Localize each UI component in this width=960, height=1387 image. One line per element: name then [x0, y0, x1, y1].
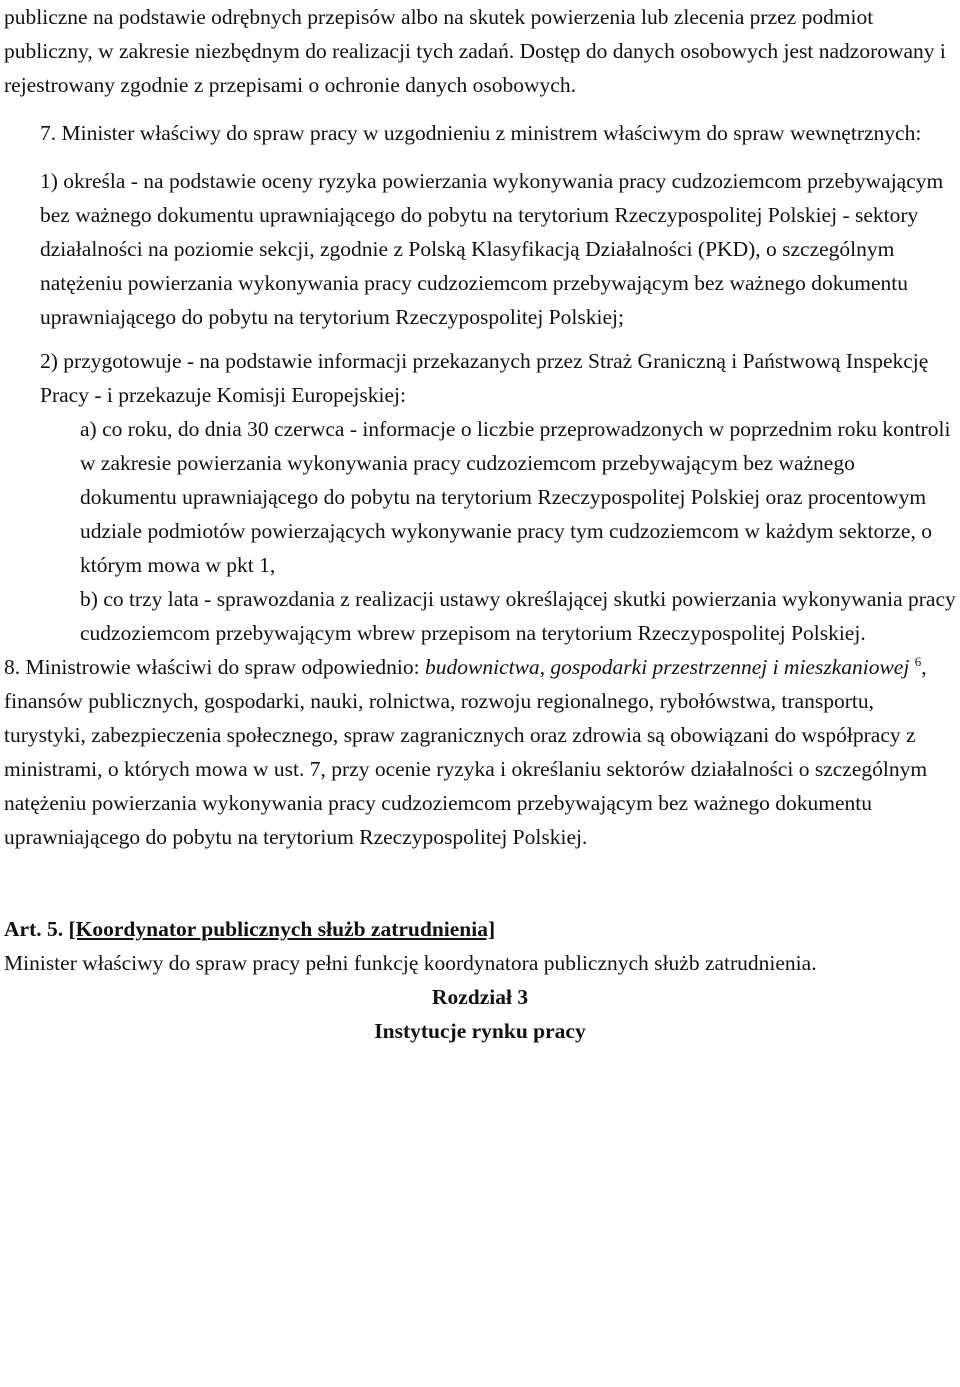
- article-body: Minister właściwy do spraw pracy pełni funkcję koordynatora publicznych służb zatrudnienia.: [4, 951, 817, 975]
- paragraph-7-point-1: 1) określa - na podstawie oceny ryzyka powierzania wykonywania pracy cudzoziemcom przebywającym bez ważnego dokumentu uprawniającego do pobytu na terytorium Rzeczypospolitej Polskiej - sektory działalności na poziomie sekcji, zgodnie z Polską Klasyfikacją Działalności (PKD), o szczególnym natężeniu powierzania wykonywania pracy cudzoziemcom przebywającym bez ważnego dokumentu uprawniającego do pobytu na terytorium Rzeczypospolitej Polskiej;: [40, 169, 944, 329]
- footnote-6: 6: [914, 653, 922, 669]
- paragraph-8-start: 8. Ministrowie właściwi do spraw odpowiednio:: [4, 655, 425, 679]
- paragraph-7-point-2a: a) co roku, do dnia 30 czerwca - informacje o liczbie przeprowadzonych w poprzednim roku kontroli w zakresie powierzania wykonywania pracy cudzoziemcom przebywającym bez ważnego dokumentu uprawniającego do pobytu na terytorium Rzeczypospolitej Polskiej oraz procentowym udziale podmiotów powierzających wykonywanie pracy tym cudzoziemcom w każdym sektorze, o którym mowa w pkt 1,: [80, 417, 951, 577]
- article-label: Art. 5.: [4, 917, 64, 941]
- paragraph-7-point-2: 2) przygotowuje - na podstawie informacji przekazanych przez Straż Graniczną i Państwową Inspekcję Pracy - i przekazuje Komisji Europejskiej:: [40, 349, 929, 407]
- article-heading: [4, 912, 956, 946]
- article-title: [Koordynator publicznych służb zatrudnienia]: [68, 917, 496, 941]
- paragraph-8-rest: , finansów publicznych, gospodarki, nauki, rolnictwa, rozwoju regionalnego, rybołówstwa, transportu, turystyki, zabezpieczenia społecznego, spraw zagranicznych oraz zdrowia są obowiązani do współpracy z ministrami, o których mowa w ust. 7, przy ocenie ryzyka i określaniu sektorów działalności o szczególnym natężeniu powierzania wykonywania pracy cudzoziemcom przebywającym bez ważnego dokumentu uprawniającego do pobytu na terytorium Rzeczypospolitej Polskiej.: [4, 655, 928, 849]
- paragraph-8: [4, 650, 956, 854]
- chapter-label: Rozdział 3: [431, 985, 529, 1009]
- document-page: [4, 0, 956, 1048]
- chapter-title: Instytucje rynku pracy: [374, 1019, 586, 1043]
- paragraph-intro: publiczne na podstawie odrębnych przepisów albo na skutek powierzenia lub zlecenia przez podmiot publiczny, w zakresie niezbędnym do realizacji tych zadań. Dostęp do danych osobowych jest nadzorowany i rejestrowany zgodnie z przepisami o ochronie danych osobowych.: [4, 5, 946, 97]
- paragraph-7-text: 7. Minister właściwy do spraw pracy w uzgodnieniu z ministrem właściwym do spraw wewnętrznych:: [40, 121, 922, 145]
- paragraph-7: [4, 116, 956, 150]
- paragraph-7-point-2b: b) co trzy lata - sprawozdania z realizacji ustawy określającej skutki powierzania wykonywania pracy cudzoziemcom przebywającym wbrew przepisom na terytorium Rzeczypospolitej Polskiej.: [80, 587, 956, 645]
- paragraph-8-italic: budownictwa, gospodarki przestrzennej i mieszkaniowej: [425, 655, 910, 679]
